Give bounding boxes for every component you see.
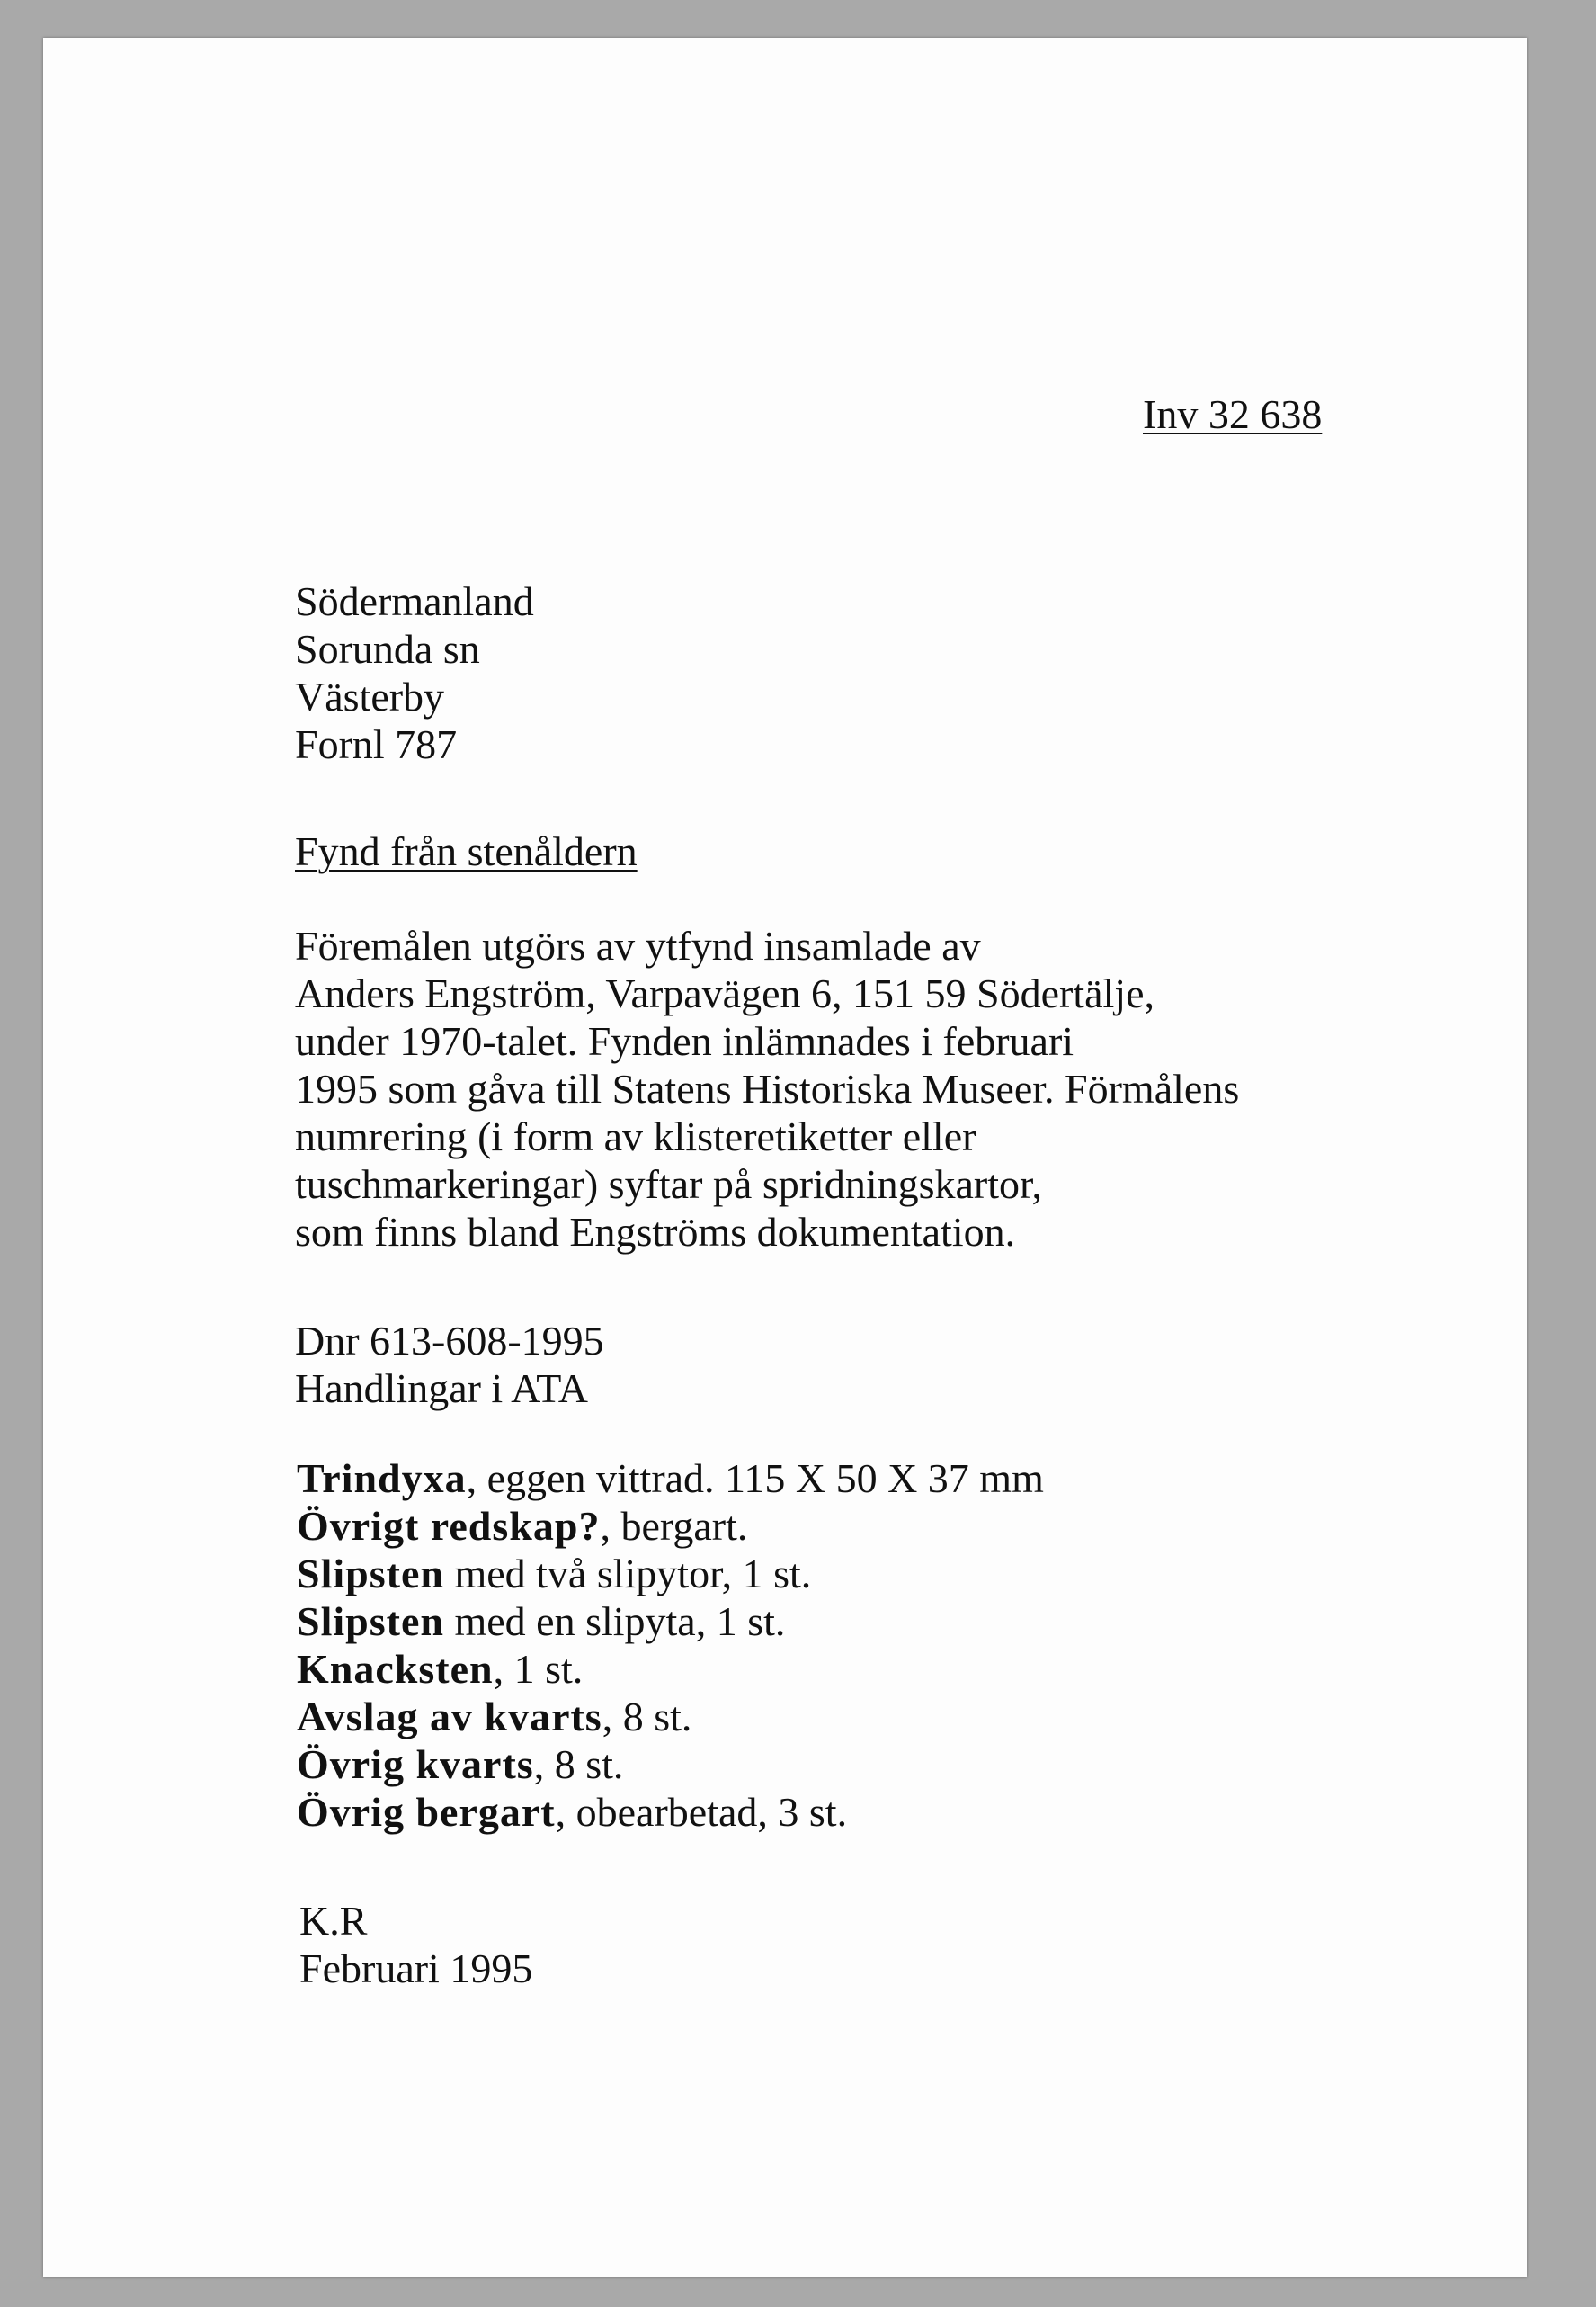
- list-item: [297, 1693, 1044, 1740]
- list-item: [297, 1645, 1044, 1693]
- list-item: [297, 1454, 1044, 1502]
- author-initials: K.R: [299, 1898, 368, 1944]
- reference-block: [295, 1317, 604, 1412]
- description-paragraph: [295, 922, 1239, 1256]
- list-item: [297, 1788, 1044, 1836]
- province: Södermanland: [295, 578, 534, 624]
- list-item: [297, 1502, 1044, 1550]
- document-page: [43, 38, 1527, 2277]
- item-name: Knacksten: [297, 1646, 494, 1692]
- item-name: Slipsten: [297, 1598, 444, 1644]
- description-line: tuschmarkeringar) syftar på spridningskartor,: [295, 1161, 1043, 1207]
- section-heading: Fynd från stenåldern: [295, 828, 638, 874]
- list-item: [297, 1740, 1044, 1788]
- item-detail: , 8 st.: [602, 1694, 692, 1739]
- item-detail: , 1 st.: [493, 1646, 584, 1692]
- description-line: som finns bland Engströms dokumentation.: [295, 1209, 1016, 1255]
- item-detail: med två slipytor, 1 st.: [443, 1551, 812, 1596]
- item-name: Övrig kvarts: [297, 1741, 534, 1787]
- list-item: [297, 1597, 1044, 1645]
- description-line: numrering (i form av klisteretiketter eller: [295, 1113, 976, 1159]
- item-detail: med en slipyta, 1 st.: [443, 1598, 786, 1644]
- item-name: Övrigt redskap?: [297, 1503, 601, 1549]
- description-line: Föremålen utgörs av ytfynd insamlade av: [295, 923, 981, 969]
- item-detail: , 8 st.: [533, 1741, 624, 1787]
- inventory-number: Inv 32 638: [1143, 391, 1323, 437]
- item-detail: , bergart.: [600, 1503, 748, 1549]
- site: Fornl 787: [295, 721, 458, 767]
- find-list: [297, 1454, 1044, 1836]
- parish: Sorunda sn: [295, 626, 480, 672]
- location-block: [295, 577, 534, 768]
- item-name: Övrig bergart: [297, 1789, 556, 1835]
- item-detail: , obearbetad, 3 st.: [555, 1789, 848, 1835]
- item-name: Slipsten: [297, 1551, 444, 1596]
- place: Västerby: [295, 674, 445, 720]
- signature-date: Februari 1995: [299, 1945, 533, 1991]
- description-line: 1995 som gåva till Statens Historiska Museer. Förmålens: [295, 1066, 1240, 1112]
- item-detail: , eggen vittrad. 115 X 50 X 37 mm: [466, 1455, 1044, 1501]
- dnr-number: Dnr 613-608-1995: [295, 1318, 604, 1364]
- item-name: Trindyxa: [297, 1455, 467, 1501]
- description-line: Anders Engström, Varpavägen 6, 151 59 Södertälje,: [295, 970, 1155, 1016]
- list-item: [297, 1550, 1044, 1597]
- signature-block: [299, 1897, 532, 1992]
- records-note: Handlingar i ATA: [295, 1365, 588, 1411]
- description-line: under 1970-talet. Fynden inlämnades i februari: [295, 1018, 1074, 1064]
- item-name: Avslag av kvarts: [297, 1694, 602, 1739]
